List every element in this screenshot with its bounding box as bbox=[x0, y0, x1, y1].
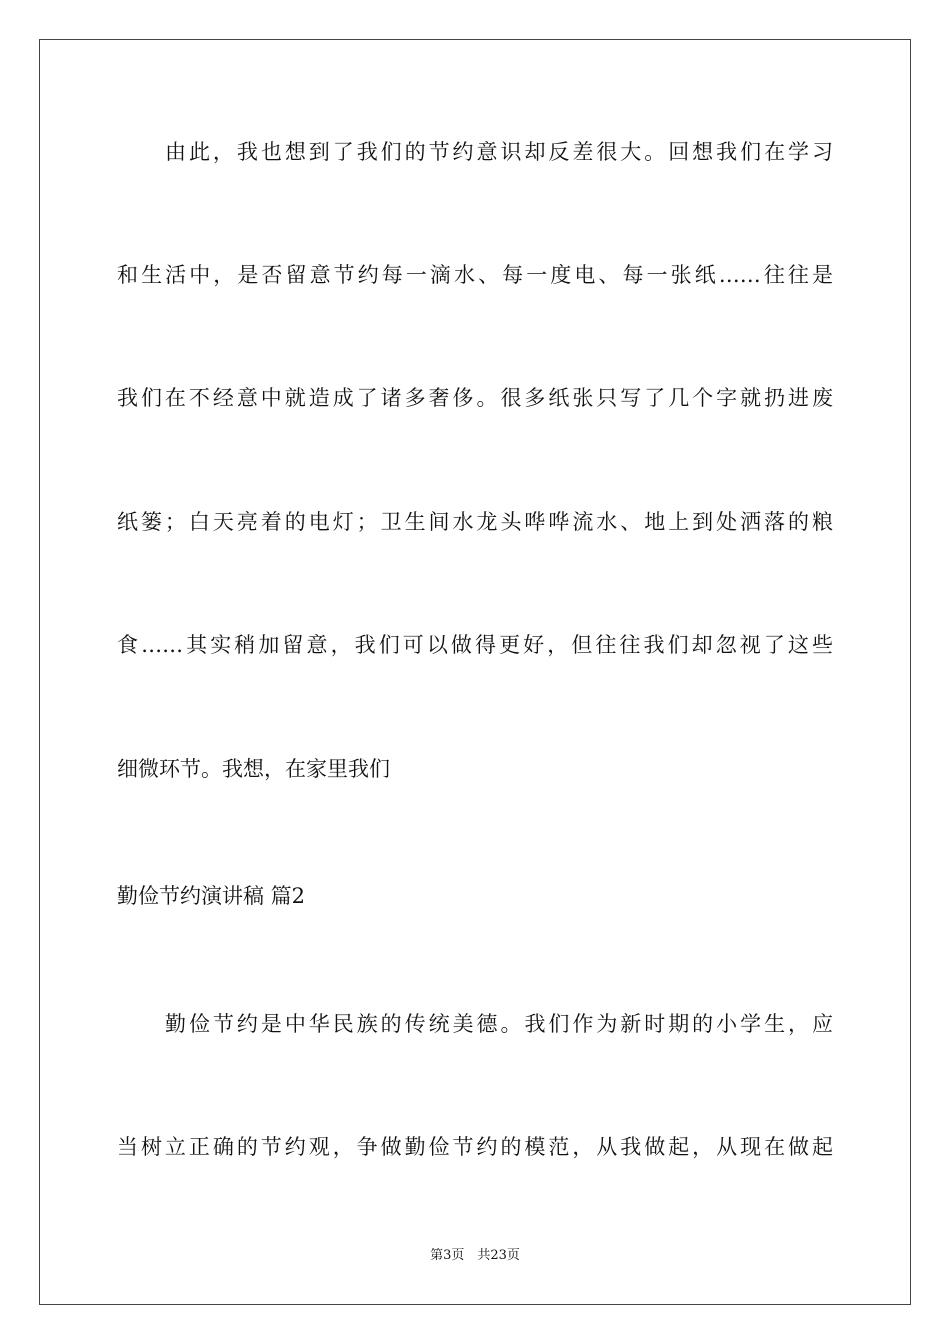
paragraph-line: 和生活中，是否留意节约每一滴水、每一度电、每一张纸……往往是 bbox=[117, 263, 833, 287]
paragraph-line: 勤俭节约是中华民族的传统美德。我们作为新时期的小学生，应 bbox=[165, 1012, 833, 1036]
paragraph-line: 细微环节。我想，在家里我们 bbox=[117, 757, 390, 781]
paragraph-line: 当树立正确的节约观，争做勤俭节约的模范，从我做起，从现在做起 bbox=[117, 1135, 833, 1159]
paragraph-line: 由此，我也想到了我们的节约意识却反差很大。回想我们在学习 bbox=[165, 140, 833, 164]
page-border bbox=[39, 39, 911, 1305]
paragraph-line: 食……其实稍加留意，我们可以做得更好，但往往我们却忽视了这些 bbox=[117, 633, 833, 657]
paragraph-line: 纸篓；白天亮着的电灯；卫生间水龙头哗哗流水、地上到处洒落的粮 bbox=[117, 510, 833, 534]
section-heading: 勤俭节约演讲稿 篇2 bbox=[117, 884, 306, 908]
page-number-footer: 第3页 共23页 bbox=[430, 1248, 520, 1263]
paragraph-line: 我们在不经意中就造成了诸多奢侈。很多纸张只写了几个字就扔进废 bbox=[117, 386, 833, 410]
